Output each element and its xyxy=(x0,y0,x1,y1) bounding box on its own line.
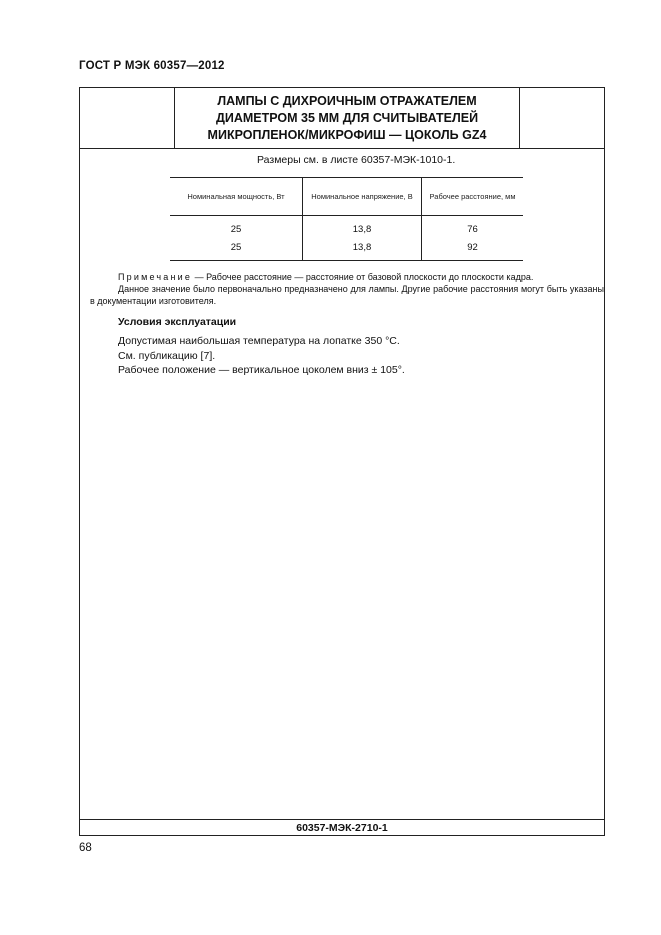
sheet-title xyxy=(174,88,520,148)
table-row xyxy=(170,216,523,239)
conditions-heading: Условия эксплуатации xyxy=(118,316,237,328)
condition-line: Рабочее положение — вертикальное цоколем вниз ± 105°. xyxy=(118,364,405,376)
sheet-code-footer: 60357-МЭК-2710-1 xyxy=(80,819,604,837)
table-header-row xyxy=(170,178,523,216)
note-line-1 xyxy=(118,272,604,284)
column-header-voltage: Номинальное напряжение, В xyxy=(303,178,422,216)
title-row xyxy=(80,88,604,149)
condition-line: См. публикацию [7]. xyxy=(118,350,216,362)
title-line: ДИАМЕТРОМ 35 ММ ДЛЯ СЧИТЫВАТЕЛЕЙ xyxy=(215,110,479,125)
column-header-distance: Рабочее расстояние, мм xyxy=(422,178,524,216)
column-header-power: Номинальная мощность, Вт xyxy=(170,178,303,216)
condition-line: Допустимая наибольшая температура на лопатке 350 °С. xyxy=(118,335,400,347)
title-line: МИКРОПЛЕНОК/МИКРОФИШ — ЦОКОЛЬ GZ4 xyxy=(207,127,487,142)
cell-distance: 92 xyxy=(422,238,524,261)
ratings-table xyxy=(170,177,523,261)
standard-header: ГОСТ Р МЭК 60357—2012 xyxy=(79,60,225,72)
note-line-2: Данное значение было первоначально предназначено для лампы. Другие рабочие расстояния могут быть указаны в документации изготовителя. xyxy=(90,284,604,306)
cell-voltage: 13,8 xyxy=(303,216,422,239)
title-line: ЛАМПЫ С ДИХРОИЧНЫМ ОТРАЖАТЕЛЕМ xyxy=(217,93,477,108)
note-label: Примечание xyxy=(118,272,193,282)
cell-voltage: 13,8 xyxy=(303,238,422,261)
dimensions-reference: Размеры см. в листе 60357-МЭК-1010-1. xyxy=(257,154,456,166)
cell-power: 25 xyxy=(170,238,303,261)
sheet-frame xyxy=(79,87,605,836)
cell-power: 25 xyxy=(230,223,242,235)
note-text: — Рабочее расстояние — расстояние от базовой плоскости до плоскости кадра. xyxy=(192,272,534,282)
table-row xyxy=(170,238,523,261)
page-number: 68 xyxy=(79,842,92,854)
cell-distance: 76 xyxy=(422,216,524,239)
